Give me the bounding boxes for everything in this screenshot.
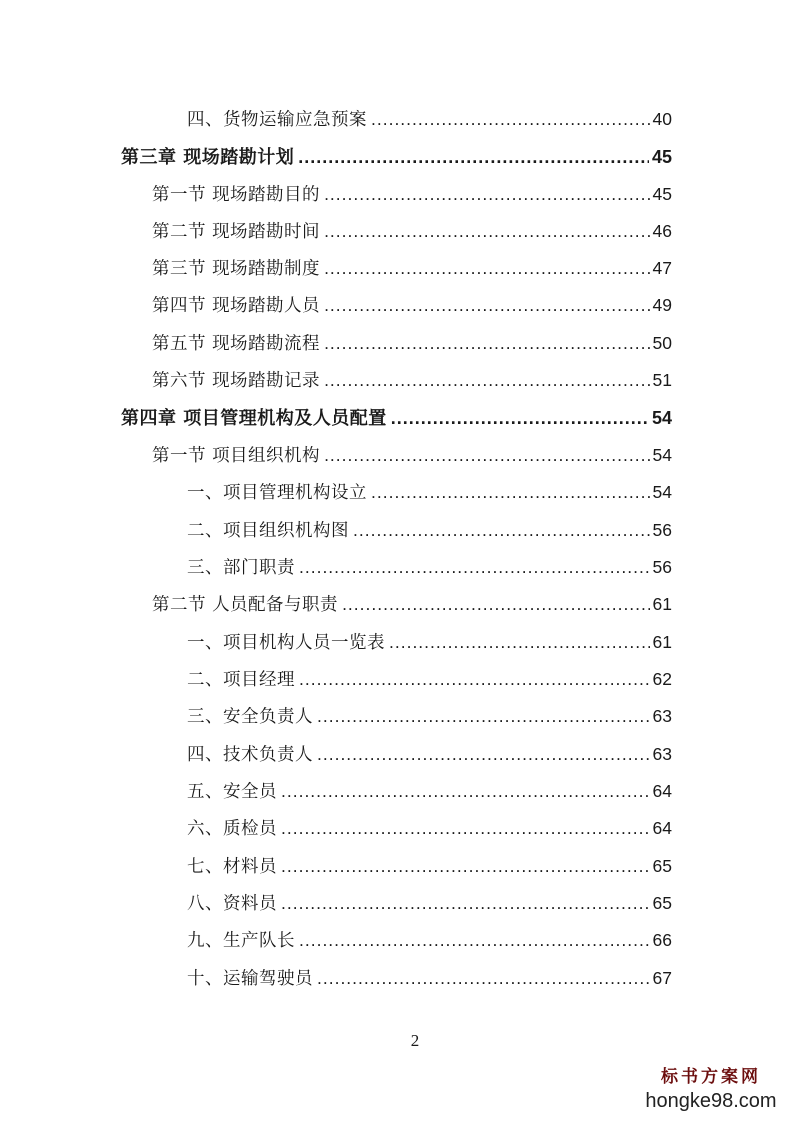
toc-entry-page: 47 — [652, 258, 672, 278]
toc-entry[interactable] — [187, 627, 672, 657]
dot-leader — [391, 403, 649, 433]
dot-leader — [389, 627, 650, 657]
toc-entry-page: 67 — [652, 968, 672, 988]
toc-entry[interactable] — [152, 216, 672, 246]
toc-entry-page: 50 — [652, 333, 672, 353]
toc-entry[interactable] — [152, 440, 672, 470]
toc-entry[interactable] — [152, 365, 672, 395]
dot-leader — [317, 739, 650, 769]
toc-entry-label: 第一节 项目组织机构 — [152, 446, 321, 466]
page-number: 2 — [410, 1031, 420, 1050]
dot-leader — [299, 552, 650, 582]
toc-entry-page: 49 — [652, 295, 672, 315]
dot-leader — [317, 701, 650, 731]
toc-entry-page: 63 — [652, 706, 672, 726]
toc-entry[interactable] — [187, 963, 672, 993]
dot-leader — [371, 477, 650, 507]
toc-entry-label: 第二节 现场踏勘时间 — [152, 222, 321, 242]
toc-entry-page: 66 — [652, 930, 672, 950]
toc-entry-label: 第二节 人员配备与职责 — [152, 595, 339, 615]
toc-chapter[interactable] — [121, 403, 672, 433]
dot-leader — [353, 515, 650, 545]
toc-entry-label: 二、项目组织机构图 — [187, 521, 349, 541]
dot-leader — [371, 104, 650, 134]
toc-entry[interactable] — [187, 925, 672, 955]
toc-entry-label: 一、项目机构人员一览表 — [187, 633, 385, 653]
toc-entry-page: 45 — [651, 147, 672, 167]
toc-entry[interactable] — [187, 664, 672, 694]
dot-leader — [317, 963, 650, 993]
watermark-domain: hongke98.com — [645, 1090, 777, 1112]
toc-entry-label: 第五节 现场踏勘流程 — [152, 334, 321, 354]
dot-leader — [342, 589, 649, 619]
toc-entry-label: 七、材料员 — [187, 857, 277, 877]
toc-entry-page: 46 — [652, 221, 672, 241]
toc-entry[interactable] — [152, 589, 672, 619]
toc-entry-page: 61 — [652, 632, 672, 652]
toc-entry-label: 第四节 现场踏勘人员 — [152, 296, 321, 316]
toc-entry-label: 五、安全员 — [187, 782, 277, 802]
toc-entry-page: 56 — [652, 557, 672, 577]
toc-entry[interactable] — [187, 776, 672, 806]
toc-entry[interactable] — [187, 851, 672, 881]
dot-leader — [324, 253, 649, 283]
toc-entry[interactable] — [187, 477, 672, 507]
toc-entry[interactable] — [187, 813, 672, 843]
toc-entry[interactable] — [187, 552, 672, 582]
toc-entry[interactable] — [187, 739, 672, 769]
toc-entry[interactable] — [187, 701, 672, 731]
toc-entry-label: 三、安全负责人 — [187, 707, 313, 727]
toc-entry-page: 65 — [652, 893, 672, 913]
toc-entry-page: 45 — [652, 184, 672, 204]
toc-entry[interactable] — [152, 179, 672, 209]
dot-leader — [324, 216, 649, 246]
toc-entry[interactable] — [152, 253, 672, 283]
watermark-logo — [641, 1066, 781, 1114]
toc-entry-label: 四、货物运输应急预案 — [187, 110, 367, 130]
toc-entry-page: 62 — [652, 669, 672, 689]
toc-entry-label: 第一节 现场踏勘目的 — [152, 185, 321, 205]
dot-leader — [299, 925, 650, 955]
toc-entry-page: 40 — [652, 109, 672, 129]
toc-entry[interactable] — [187, 888, 672, 918]
toc-entry-page: 56 — [652, 520, 672, 540]
dot-leader — [281, 776, 650, 806]
dot-leader — [281, 888, 650, 918]
toc-entry-label: 第三章 现场踏勘计划 — [121, 147, 295, 168]
toc-entry-label: 第六节 现场踏勘记录 — [152, 371, 321, 391]
toc-entry-label: 九、生产队长 — [187, 931, 295, 951]
toc-entry-label: 八、资料员 — [187, 894, 277, 914]
toc-entry-page: 54 — [651, 408, 672, 428]
dot-leader — [324, 179, 649, 209]
toc-entry-page: 63 — [652, 744, 672, 764]
toc-entry-page: 51 — [652, 370, 672, 390]
toc-entry-page: 61 — [652, 594, 672, 614]
dot-leader — [281, 851, 650, 881]
toc-entry[interactable] — [152, 290, 672, 320]
toc-entry[interactable] — [187, 104, 672, 134]
toc-entry-label: 第四章 项目管理机构及人员配置 — [121, 408, 387, 429]
dot-leader — [298, 142, 649, 172]
dot-leader — [324, 440, 649, 470]
dot-leader — [324, 365, 649, 395]
toc-entry[interactable] — [152, 328, 672, 358]
toc-entry-label: 六、质检员 — [187, 819, 277, 839]
dot-leader — [281, 813, 650, 843]
toc-entry-label: 二、项目经理 — [187, 670, 295, 690]
toc-entry-label: 十、运输驾驶员 — [187, 969, 313, 989]
toc-entry-page: 65 — [652, 856, 672, 876]
toc-entry[interactable] — [187, 515, 672, 545]
toc-entry-page: 64 — [652, 781, 672, 801]
watermark-title: 标书方案网 — [661, 1067, 761, 1087]
dot-leader — [324, 328, 649, 358]
toc-chapter[interactable] — [121, 142, 672, 172]
dot-leader — [299, 664, 650, 694]
toc-entry-label: 第三节 现场踏勘制度 — [152, 259, 321, 279]
dot-leader — [324, 290, 649, 320]
toc-entry-page: 54 — [652, 445, 672, 465]
toc-entry-label: 一、项目管理机构设立 — [187, 483, 367, 503]
toc-entry-label: 三、部门职责 — [187, 558, 295, 578]
toc-entry-page: 54 — [652, 482, 672, 502]
toc-entry-label: 四、技术负责人 — [187, 745, 313, 765]
toc-entry-page: 64 — [652, 818, 672, 838]
